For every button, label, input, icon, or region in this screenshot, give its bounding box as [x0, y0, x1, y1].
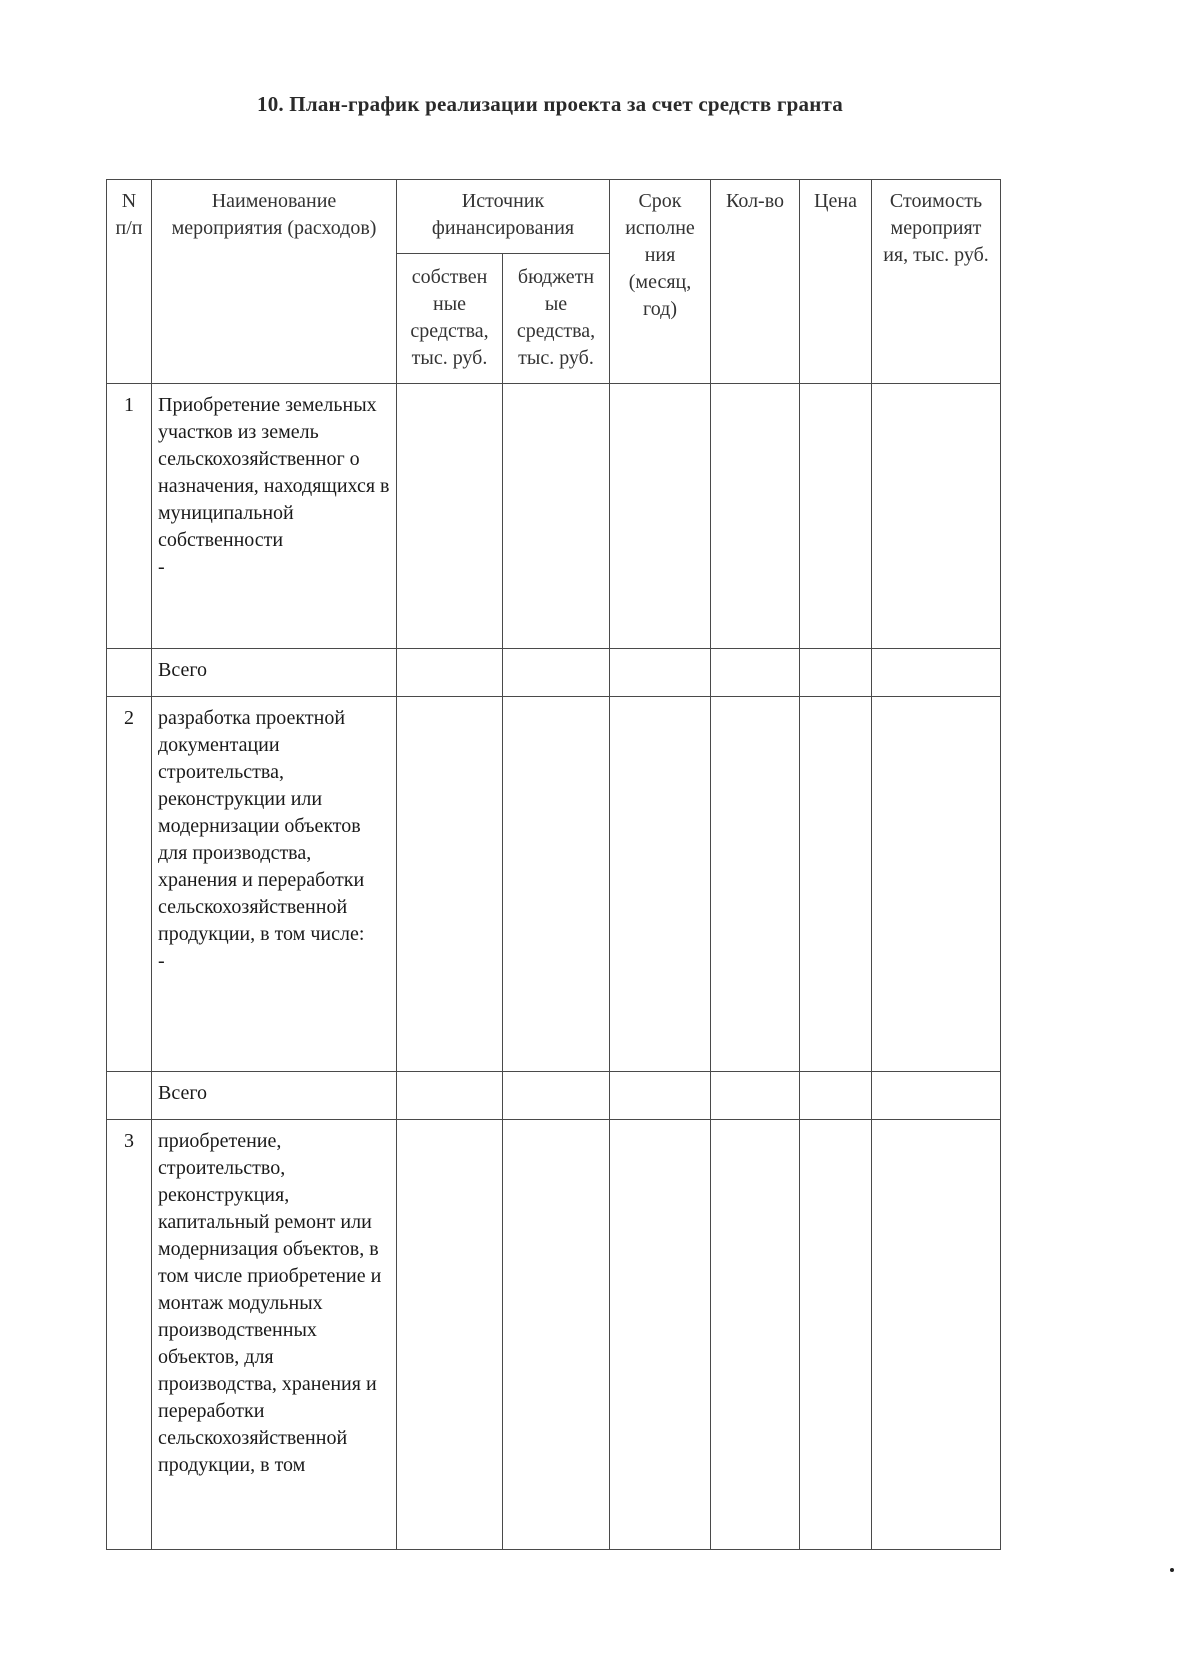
header-term: Срок исполне ния (месяц, год) [610, 180, 711, 384]
header-num: N п/п [107, 180, 152, 384]
header-budget-funds: бюджетн ые средства, тыс. руб. [503, 254, 610, 384]
row-name [152, 697, 397, 1072]
cell-cost [872, 649, 1001, 697]
cell-qty [711, 1120, 800, 1550]
header-name: Наименование мероприятия (расходов) [152, 180, 397, 384]
plan-schedule-table [106, 179, 1001, 1550]
row-name: Всего [152, 649, 397, 697]
cell-term [610, 384, 711, 649]
cell-price [800, 1072, 872, 1120]
row-number [107, 1072, 152, 1120]
row-name [152, 1120, 397, 1550]
cell-term [610, 649, 711, 697]
cell-term [610, 1072, 711, 1120]
cell-cost [872, 1120, 1001, 1550]
cell-budget [503, 697, 610, 1072]
cell-own [397, 649, 503, 697]
row-dash: - [158, 950, 165, 972]
header-own-funds: собствен ные средства, тыс. руб. [397, 254, 503, 384]
cell-qty [711, 1072, 800, 1120]
cell-budget [503, 1072, 610, 1120]
cell-budget [503, 649, 610, 697]
cell-budget [503, 1120, 610, 1550]
row-dash: - [158, 556, 165, 578]
cell-qty [711, 384, 800, 649]
row-number: 3 [107, 1120, 152, 1550]
header-qty: Кол-во [711, 180, 800, 384]
row-name [152, 384, 397, 649]
cell-price [800, 1120, 872, 1550]
table-row-total [107, 1072, 1001, 1120]
row-name-text: разработка проектной документации строительства, реконструкции или модернизации объектов для производства, хранения и переработки сельскохозяйственной продукции, в том числе: [158, 707, 365, 945]
cell-price [800, 649, 872, 697]
table-row-total [107, 649, 1001, 697]
row-number: 2 [107, 697, 152, 1072]
scan-speck [1170, 1568, 1174, 1572]
cell-cost [872, 384, 1001, 649]
row-number [107, 649, 152, 697]
header-source: Источник финансирования [397, 180, 610, 254]
table-row [107, 697, 1001, 1072]
row-name-text: Приобретение земельных участков из земель сельскохозяйственног о назначения, находящихся в муниципальной собственности [158, 394, 390, 551]
row-number: 1 [107, 384, 152, 649]
row-name-text: приобретение, строительство, реконструкция, капитальный ремонт или модернизация объектов, в том числе приобретение и монтаж модульных производственных объектов, для производства, хранения и переработки сельскохозяйственной продукции, в том [158, 1130, 382, 1476]
cell-qty [711, 697, 800, 1072]
row-name: Всего [152, 1072, 397, 1120]
cell-term [610, 697, 711, 1072]
cell-own [397, 1072, 503, 1120]
cell-own [397, 384, 503, 649]
cell-price [800, 384, 872, 649]
cell-qty [711, 649, 800, 697]
cell-price [800, 697, 872, 1072]
cell-cost [872, 697, 1001, 1072]
cell-cost [872, 1072, 1001, 1120]
cell-term [610, 1120, 711, 1550]
table-row [107, 1120, 1001, 1550]
header-price: Цена [800, 180, 872, 384]
cell-own [397, 1120, 503, 1550]
cell-own [397, 697, 503, 1072]
table-row [107, 384, 1001, 649]
cell-budget [503, 384, 610, 649]
header-cost: Стоимость мероприят ия, тыс. руб. [872, 180, 1001, 384]
page-title: 10. План-график реализации проекта за счет средств гранта [257, 92, 843, 116]
